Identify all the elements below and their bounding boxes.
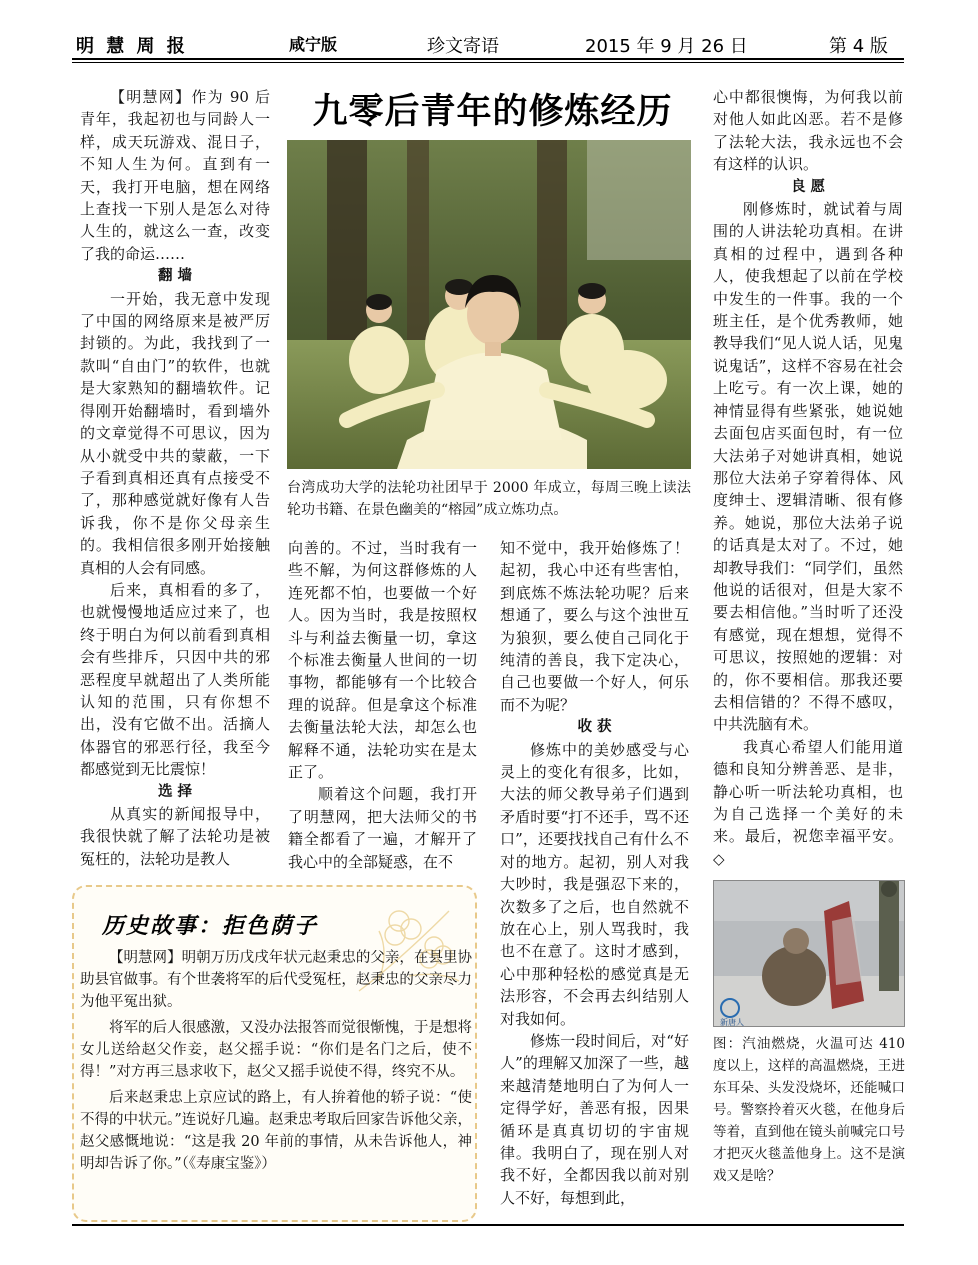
issue-date: 2015 年 9 月 26 日	[585, 36, 748, 57]
tv-logo-text: 新唐人	[720, 1018, 744, 1027]
subheading-xuanze: 选 择	[157, 783, 193, 800]
page-number: 第 4 版	[829, 36, 888, 57]
paper-name: 明 慧 周 报	[76, 36, 188, 57]
paragraph: 刚修炼时，就试着与周围的人讲法轮功真相。在讲真相的过程中，遇到各种人，使我想起了以前在学校中发生的一件事。我的一个班主任，是个优秀教师，她教导我们“见人说人话，见鬼说鬼话”，这样不容易在社会上吃亏。有一次上课，她的神情显得有些紧张，她说她去面包店买面包时，有一位大法弟子对她讲真相，她说那位大法弟子穿着得体、风度绅士、逻辑清晰、很有修养。她说，那位大法弟子说的话真是太对了。不过，她却教导我们：“同学们，虽然他说的话很对，但是大家不要去相信他。”当时听了还没有感觉，现在想想，觉得不可思议，按照她的逻辑：对的，你不要相信。那我还要去相信错的？不得不感叹，中共洗脑有术。	[713, 200, 903, 734]
article-column-4	[713, 86, 903, 870]
history-story-text	[80, 947, 472, 1175]
photo-caption: 台湾成功大学的法轮功社团早于 2000 年成立，每周三晚上读法轮功书籍、在景色幽美的“榕园”成立炼功点。	[287, 480, 691, 518]
section-label: 珍文寄语	[427, 36, 499, 57]
footer-rule	[72, 1224, 904, 1226]
article-column-1	[80, 86, 270, 870]
article-column-3	[500, 537, 689, 1209]
paragraph: 将军的后人很感激，又没办法报答而觉很惭愧，于是想将女儿送给赵父作妾，赵父摇手说：“你们是名门之后，使不得！”对方再三恳求收下，赵父又摇手说使不得，终究不从。	[80, 1020, 472, 1080]
paragraph: 后来赵秉忠上京应试的路上，有人拚着他的轿子说：“使不得的中状元。”连说好几遍。赵秉忠考取后回家告诉他父亲，赵父感慨地说：“这是我 20 年前的事情，从未告诉他人，神明却告诉了你。”（《寿康宝鉴》）	[80, 1090, 472, 1172]
paragraph: 知不觉中，我开始修炼了！起初，我心中还有些害怕，到底炼不炼法轮功呢？后来想通了，要么与这个浊世互为狼狈，要么使自己同化于纯清的善良，我下定决心，自己也要做一个好人，何乐而不为呢？	[500, 539, 689, 714]
header-rule-thin	[72, 62, 904, 63]
paragraph: 后来，真相看的多了，也就慢慢地适应过来了，也终于明白为何以前看到真相会有些排斥，只因中共的邪恶程度早就超出了人类所能认知的范围，只有你想不出，没有它做不出。活摘人体器官的邪恶行径，我至今都感觉到无比震惊！	[80, 580, 270, 779]
paragraph: 修炼一段时间后，对“好人”的理解又加深了一些，越来越清楚地明白了为何人一定得学好，善恶有报，因果循环是真真切切的宇宙规律。我明白了，现在别人对我不好，全都因我以前对别人不好，每想到此，	[500, 1031, 689, 1207]
paragraph: 修炼中的美妙感受与心灵上的变化有很多，比如，大法的师父教导弟子们遇到矛盾时要“打不还手，骂不还口”，还要找找自己有什么不对的地方。起初，别人对我大吵时，我是强忍下来的，次数多了之后，也自然就不放在心上，别人骂我时，我也不在意了。这时才感到，心中那种轻松的感觉真是无法形容，不会再去纠结别人对我如何。	[500, 740, 689, 1028]
paragraph: 向善的。不过，当时我有一些不解，为何这群修炼的人连死都不怕，也要做一个好人。因为当时，我是按照权斗与利益去衡量一切，拿这个标准去衡量人世间的一切事物，都能够有一个比较合理的说辞。但是拿这个标准去衡量法轮大法，却怎么也解释不通，法轮功实在是太正了。	[288, 539, 477, 782]
paragraph: 我真心希望人们能用道德和良知分辨善恶、是非，静心听一听法轮功真相，也为自己选择一个美好的未来。最后，祝您幸福平安。◇	[713, 737, 903, 868]
article-column-2	[288, 537, 477, 873]
paragraph: 【明慧网】作为 90 后青年，我起初也与同龄人一样，成天玩游戏、混日子，不知人生为何。直到有一天，我打开电脑，想在网络上查找一下别人是怎么对待人生的，就这么一查，改变了我的命运……	[80, 88, 270, 263]
burning-photo	[713, 880, 905, 1027]
paragraph: 心中都很懊悔，为何我以前对他人如此凶恶。若不是修了法轮大法，我永远也不会有这样的认识。	[713, 88, 903, 174]
paragraph: 顺着这个问题，我打开了明慧网，把大法师父的书籍全都看了一遍，才解开了我心中的全部疑惑，在不	[288, 785, 477, 871]
subheading-liangyuan: 良 愿	[790, 178, 826, 195]
edition-label: 咸宁版	[289, 37, 338, 54]
history-story-box	[72, 885, 477, 1222]
paragraph: 一开始，我无意中发现了中国的网络原来是被严厉封锁的。为此，我找到了一款叫“自由门”的软件，也就是大家熟知的翻墙软件。记得刚开始翻墙时，看到墙外的文章觉得不可思议，因为从小就受中共的蒙蔽，一下子看到真相还真有点接受不了，那种感觉就好像有人告诉我，你不是你父母亲生的。我相信很多刚开始接触真相的人会有同感。	[80, 289, 270, 577]
article-title: 九零后青年的修炼经历	[312, 92, 673, 132]
paragraph: 【明慧网】明朝万历戊戌年状元赵秉忠的父亲，在县里协助县官做事。有个世袭将军的后代受冤枉，赵秉忠的父亲尽力为他平冤出狱。	[80, 950, 472, 1010]
subheading-shouhuo: 收 获	[577, 719, 612, 736]
paragraph: 从真实的新闻报导中，我很快就了解了法轮功是被冤枉的，法轮功是教人	[80, 805, 270, 868]
history-story-title: 历史故事：拒色荫子	[102, 914, 319, 939]
header-rule	[72, 58, 904, 60]
meditation-photo	[287, 140, 691, 469]
subheading-fanqiang: 翻 墙	[157, 268, 193, 285]
side-photo-caption: 图：汽油燃烧，火温可达 410 度以上，这样的高温燃烧，王进东耳朵、头发没烧坏，还能喊口号。警察拎着灭火毯，在他身后等着，直到他在镜头前喊完口号才把灭火毯盖他身上。这不是演戏又是啥？	[713, 1036, 905, 1184]
